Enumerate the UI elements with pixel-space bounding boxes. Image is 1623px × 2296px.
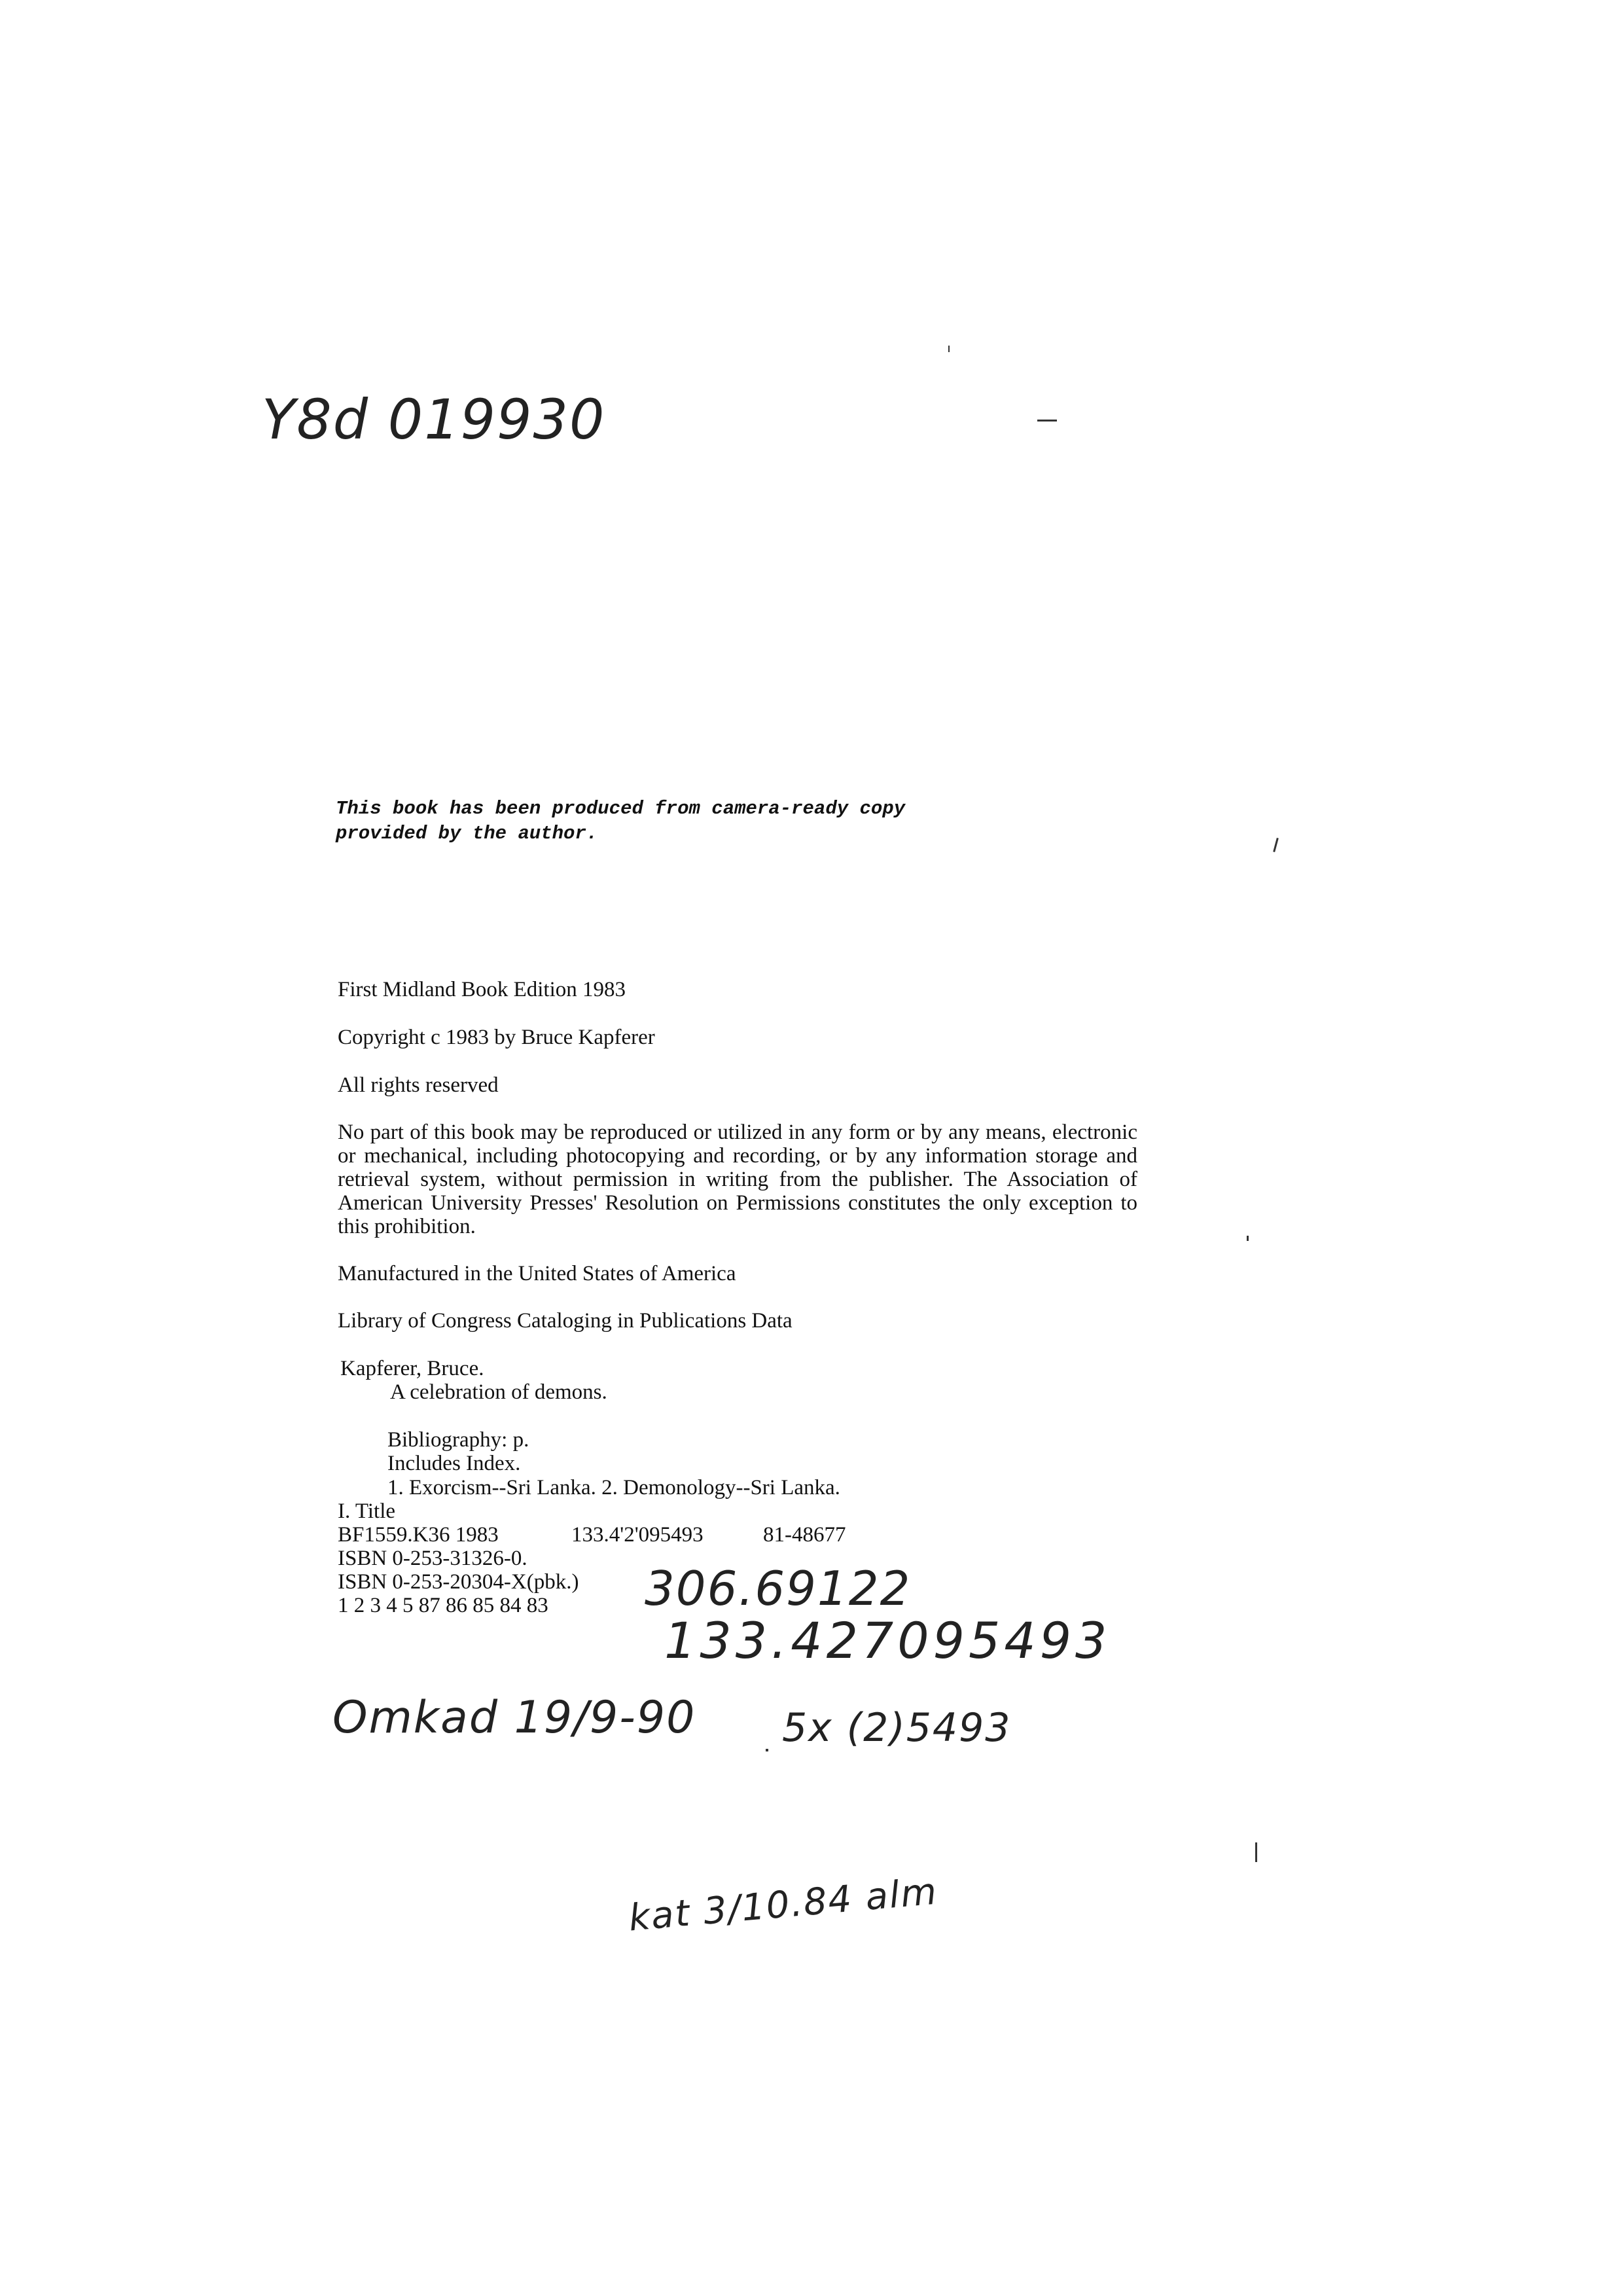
stray-dash-mark bbox=[1037, 420, 1057, 422]
cip-series-title: I. Title bbox=[338, 1499, 396, 1523]
rights-line: All rights reserved bbox=[338, 1073, 499, 1097]
cip-bibliography: Bibliography: p. bbox=[387, 1428, 529, 1452]
handwritten-cataloguer-note: Omkad 19/9-90 bbox=[332, 1692, 696, 1744]
camera-ready-note-line-2: provided by the author. bbox=[336, 823, 598, 844]
stray-tick-mark bbox=[1273, 838, 1279, 852]
cip-subjects: 1. Exorcism--Sri Lanka. 2. Demonology--Sri Lanka. bbox=[387, 1476, 840, 1499]
handwritten-accession-number: Y8d 019930 bbox=[262, 387, 606, 452]
copyright-line: Copyright c 1983 by Bruce Kapferer bbox=[338, 1026, 655, 1049]
cip-author: Kapferer, Bruce. bbox=[340, 1357, 484, 1380]
cip-printing-line: 1 2 3 4 5 87 86 85 84 83 bbox=[338, 1594, 548, 1617]
stray-speck-mark bbox=[948, 346, 950, 352]
camera-ready-note-line-1: This book has been produced from camera-ready copy bbox=[336, 798, 906, 819]
edition-line: First Midland Book Edition 1983 bbox=[338, 978, 626, 1001]
cip-isbn-paperback: ISBN 0-253-20304-X(pbk.) bbox=[338, 1570, 579, 1594]
cip-index: Includes Index. bbox=[387, 1452, 521, 1475]
cip-lccn: 81-48677 bbox=[763, 1523, 846, 1547]
stray-speck-mark bbox=[1255, 1842, 1257, 1862]
handwritten-code: 5x (2)5493 bbox=[782, 1705, 1012, 1751]
cip-isbn-cloth: ISBN 0-253-31326-0. bbox=[338, 1547, 527, 1570]
cip-title: A celebration of demons. bbox=[390, 1380, 607, 1404]
permissions-paragraph: No part of this book may be reproduced or utilized in any form or by any means, electronic or mechanical, including photocopying and recording, or by any information storage and retrieval system, without permission in writing from the publisher. The Association of American University Presses' Resolution on Permissions constitutes the only exception to this prohibition. bbox=[338, 1121, 1137, 1238]
cip-dewey-number: 133.4'2'095493 bbox=[571, 1523, 704, 1547]
cip-call-number: BF1559.K36 1983 bbox=[338, 1523, 499, 1547]
handwritten-class-number-1: 306.69122 bbox=[645, 1561, 912, 1616]
stray-speck-mark bbox=[1247, 1236, 1249, 1241]
cip-heading: Library of Congress Cataloging in Publications Data bbox=[338, 1309, 793, 1333]
handwritten-bottom-note: kat 3/10.84 alm bbox=[627, 1870, 940, 1940]
handwritten-class-number-2: 133.427095493 bbox=[664, 1611, 1111, 1670]
manufactured-line: Manufactured in the United States of America bbox=[338, 1262, 736, 1285]
stray-speck-mark bbox=[766, 1749, 768, 1751]
